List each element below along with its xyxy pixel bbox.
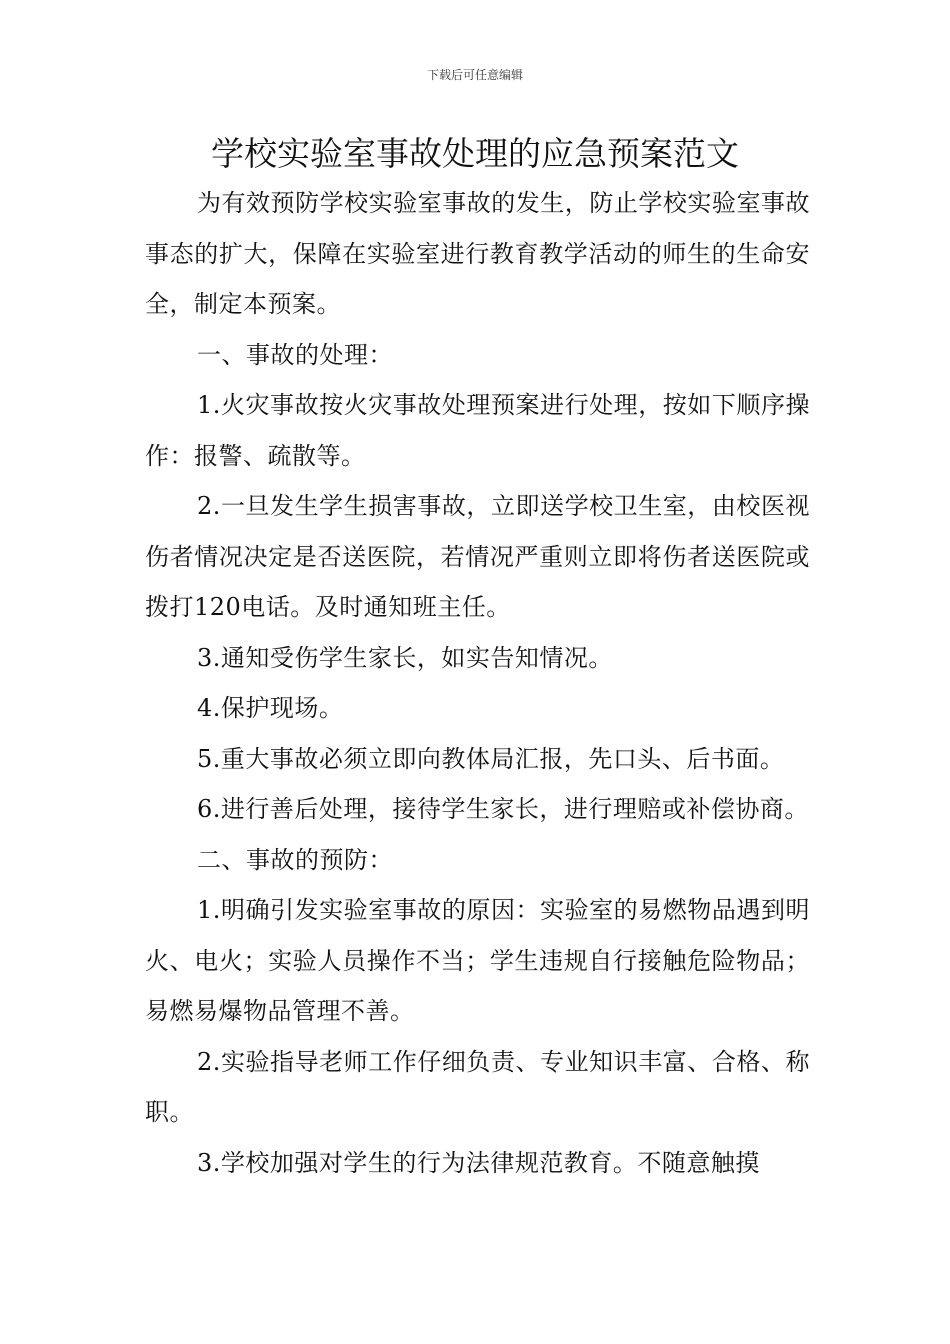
list-item: 1.火灾事故按火灾事故处理预案进行处理，按如下顺序操作：报警、疏散等。 bbox=[145, 391, 810, 470]
list-item: 4.保护现场。 bbox=[197, 694, 344, 722]
paragraph-intro: 为有效预防学校实验室事故的发生，防止学校实验室事故事态的扩大，保障在实验室进行教育教学活动的师生的生命安全，制定本预案。 bbox=[145, 189, 810, 318]
header-note: 下载后可任意编辑 bbox=[426, 68, 523, 82]
list-item: 6.进行善后处理，接待学生家长，进行理赔或补偿协商。 bbox=[197, 795, 809, 823]
section-heading-handling: 一、事故的处理： bbox=[197, 340, 393, 369]
document-title: 学校实验室事故处理的应急预案范文 bbox=[211, 134, 739, 173]
list-item: 3.学校加强对学生的行为法律规范教育。不随意触摸 bbox=[197, 1148, 760, 1177]
list-item: 1.明确引发实验室事故的原因：实验室的易燃物品遇到明火、电火；实验人员操作不当；学生违规自行接触危险物品；易燃易爆物品管理不善。 bbox=[145, 896, 810, 1025]
list-item: 2.实验指导老师工作仔细负责、专业知识丰富、合格、称职。 bbox=[145, 1047, 810, 1126]
list-item: 5.重大事故必须立即向教体局汇报，先口头、后书面。 bbox=[197, 744, 785, 773]
section-heading-prevention: 二、事故的预防： bbox=[197, 845, 393, 874]
document-body bbox=[145, 178, 810, 1188]
list-item: 2.一旦发生学生损害事故，立即送学校卫生室，由校医视伤者情况决定是否送医院，若情况严重则立即将伤者送医院或拨打120电话。及时通知班主任。 bbox=[145, 492, 810, 621]
list-item: 3.通知受伤学生家长，如实告知情况。 bbox=[197, 643, 613, 672]
